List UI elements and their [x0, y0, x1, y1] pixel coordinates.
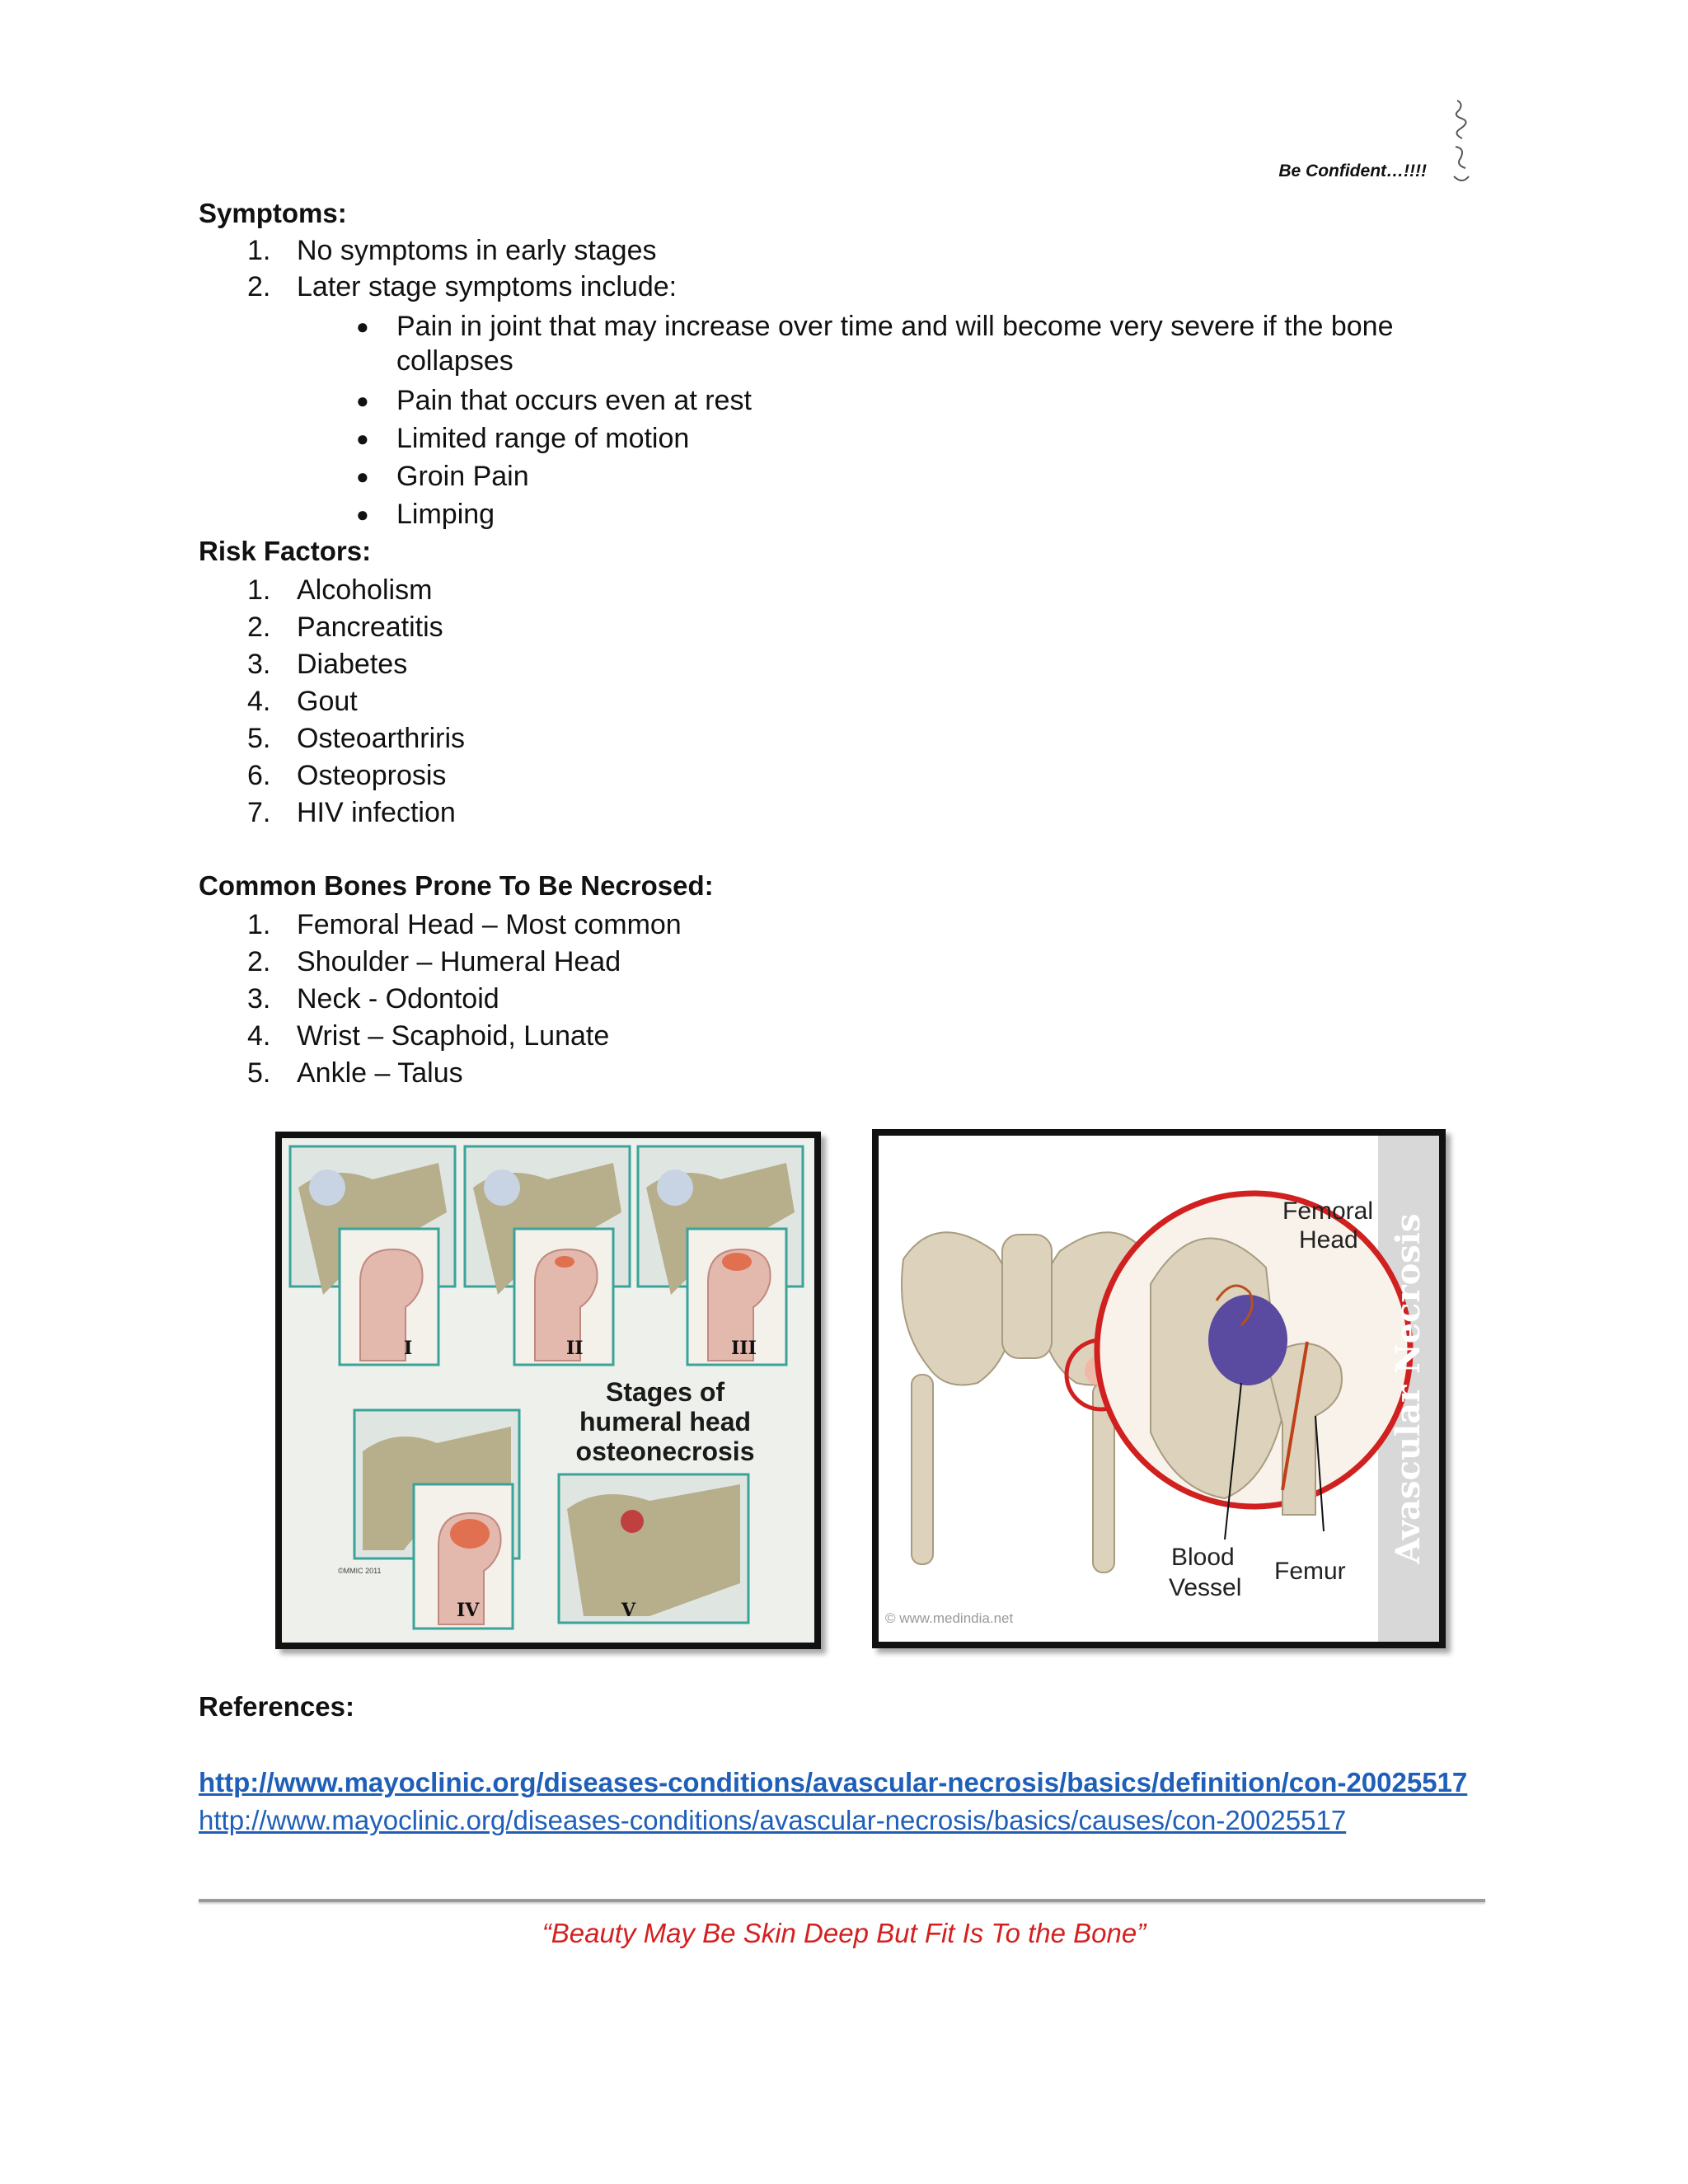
label-vessel: Vessel	[1169, 1574, 1242, 1601]
side-title: Avascular Necrosis	[1389, 1213, 1428, 1564]
humeral-head-stages-figure	[275, 1132, 821, 1649]
label-femur: Femur	[1274, 1558, 1346, 1585]
list-item: HIV infection	[297, 797, 456, 828]
label-femoral: Femoral	[1282, 1197, 1374, 1225]
list-item: Wrist – Scaphoid, Lunate	[297, 1020, 610, 1052]
bones-heading: Common Bones Prone To Be Necrosed:	[199, 870, 714, 901]
bullet-item: Pain that occurs even at rest	[396, 385, 752, 416]
list-number: 3.	[247, 649, 271, 680]
list-item: Osteoprosis	[297, 760, 447, 791]
list-item: Ankle – Talus	[297, 1057, 463, 1089]
bullet-icon: ●	[356, 388, 369, 413]
bullet-item: Pain in joint that may increase over time and will become very severe if the bone	[396, 311, 1394, 342]
avascular-necrosis-figure	[872, 1129, 1446, 1648]
bullet-item: Limping	[396, 499, 495, 530]
list-number: 1.	[247, 909, 271, 940]
bullet-icon: ●	[356, 314, 369, 339]
list-item: Later stage symptoms include:	[297, 271, 678, 302]
list-item: Osteoarthriris	[297, 723, 466, 754]
list-number: 6.	[247, 760, 271, 791]
stage-label: IV	[457, 1600, 480, 1621]
signature-logo	[1449, 97, 1472, 188]
caption-line: Stages of	[605, 1377, 725, 1407]
bullet-item: Groin Pain	[396, 461, 529, 492]
stage-label: II	[566, 1338, 584, 1359]
list-number: 5.	[247, 723, 271, 754]
bullet-item-continuation: collapses	[396, 345, 513, 377]
list-number: 3.	[247, 983, 271, 1015]
stage-label: I	[404, 1338, 413, 1359]
reference-link[interactable]: http://www.mayoclinic.org/diseases-conditions/avascular-necrosis/basics/definition/con-20025517	[199, 1767, 1468, 1797]
stage-label: V	[621, 1600, 636, 1621]
label-head: Head	[1299, 1226, 1358, 1254]
list-number: 7.	[247, 797, 271, 828]
header-tagline: Be Confident…!!!!	[1278, 162, 1427, 180]
list-item: Gout	[297, 686, 358, 717]
references-heading: References:	[199, 1691, 354, 1722]
list-number: 1.	[247, 574, 271, 606]
bullet-icon: ●	[356, 464, 369, 489]
bullet-icon: ●	[356, 426, 369, 451]
figure-caption	[546, 1377, 785, 1466]
list-number: 2.	[247, 271, 271, 302]
list-number: 2.	[247, 612, 271, 643]
list-item: No symptoms in early stages	[297, 235, 657, 266]
list-item: Alcoholism	[297, 574, 433, 606]
stage-label: III	[731, 1338, 757, 1359]
list-number: 2.	[247, 946, 271, 977]
list-number: 4.	[247, 1020, 271, 1052]
watermark-text: © www.medindia.net	[885, 1610, 1014, 1626]
list-item: Shoulder – Humeral Head	[297, 946, 621, 977]
copyright-text: ©MMIC 2011	[338, 1567, 382, 1575]
reference-link[interactable]: http://www.mayoclinic.org/diseases-conditions/avascular-necrosis/basics/causes/con-20025517	[199, 1805, 1347, 1835]
list-item: Femoral Head – Most common	[297, 909, 682, 940]
caption-line: humeral head	[579, 1407, 752, 1436]
bullet-icon: ●	[356, 502, 369, 527]
symptoms-heading: Symptoms:	[199, 198, 347, 228]
footer-divider	[199, 1899, 1485, 1902]
risk-factors-heading: Risk Factors:	[199, 536, 372, 566]
list-item: Diabetes	[297, 649, 408, 680]
list-number: 1.	[247, 235, 271, 266]
footer-quote: “Beauty May Be Skin Deep But Fit Is To the Bone”	[542, 1918, 1146, 1948]
list-number: 4.	[247, 686, 271, 717]
bullet-item: Limited range of motion	[396, 423, 690, 454]
list-item: Neck - Odontoid	[297, 983, 499, 1015]
caption-line: osteonecrosis	[575, 1436, 755, 1466]
list-number: 5.	[247, 1057, 271, 1089]
list-item: Pancreatitis	[297, 612, 443, 643]
label-blood: Blood	[1171, 1544, 1235, 1571]
